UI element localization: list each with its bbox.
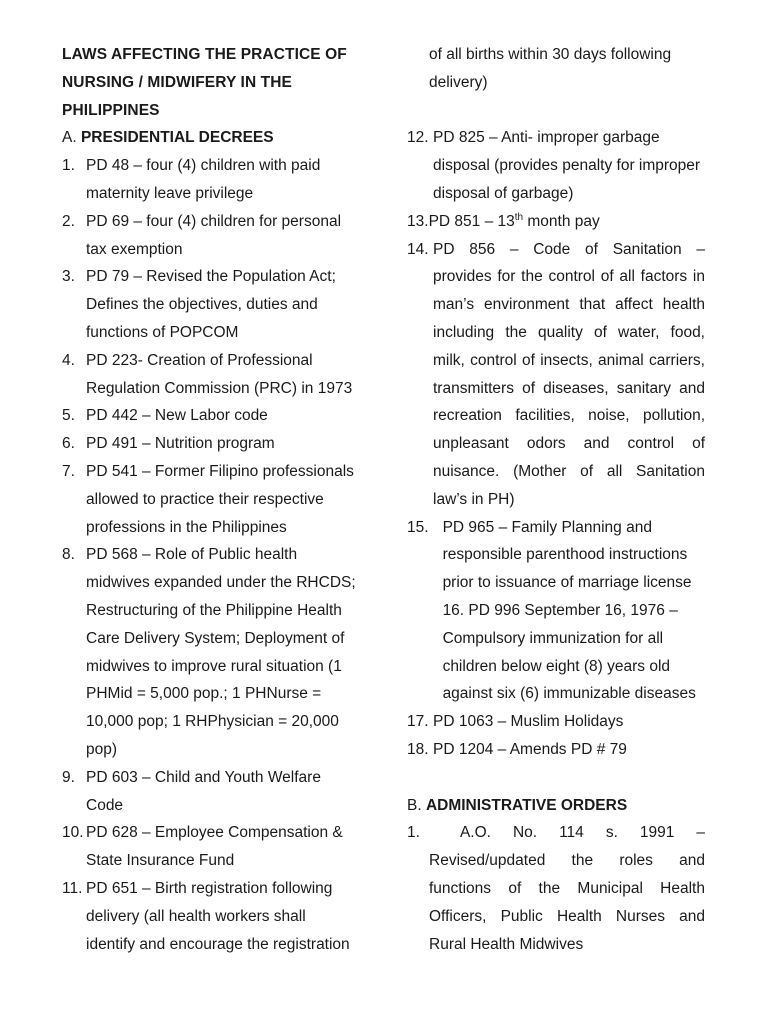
item-line: pop) xyxy=(86,740,118,758)
item-line: allowed to practice their respective xyxy=(86,490,324,508)
item-line: month pay xyxy=(523,212,600,230)
title-line: LAWS AFFECTING THE PRACTICE OF xyxy=(62,46,347,63)
item-text xyxy=(429,208,705,236)
item-line: functions of POPCOM xyxy=(86,323,239,341)
item-text xyxy=(86,541,359,763)
list-item xyxy=(407,208,705,236)
title-line: PHILIPPINES xyxy=(62,101,160,119)
item-number: 13. xyxy=(407,212,429,230)
item-number: 7. xyxy=(62,462,75,480)
list-item xyxy=(407,708,705,736)
item-text xyxy=(86,764,359,820)
item-line: PD 442 – New Labor code xyxy=(86,407,268,425)
item-line: Revised/updated the roles and xyxy=(429,852,705,870)
item-line: State Insurance Fund xyxy=(86,852,235,870)
item-text xyxy=(86,208,359,264)
item-text xyxy=(86,402,359,430)
section-label: ADMINISTRATIVE ORDERS xyxy=(425,796,628,814)
item-number: 2. xyxy=(62,212,75,230)
item-line: milk, control of insects, animal carriers, xyxy=(433,351,705,369)
item-line: disposal of garbage) xyxy=(433,184,574,202)
item-number: 5. xyxy=(62,407,75,425)
item-number: 3. xyxy=(62,268,75,286)
item-text xyxy=(86,347,359,403)
list-item xyxy=(62,402,359,430)
section-prefix: A. xyxy=(62,129,81,147)
section-a-heading xyxy=(62,124,359,152)
item-line: transmitters of diseases, sanitary and xyxy=(433,379,705,397)
item-line: PHMid = 5,000 pop.; 1 PHNurse = xyxy=(86,685,322,703)
item-number: 9. xyxy=(62,768,75,786)
item-line: PD 541 – Former Filipino professionals xyxy=(86,462,354,480)
right-column xyxy=(407,41,705,958)
item-line: midwives expanded under the RHCDS; xyxy=(86,574,356,592)
item-number: 18. xyxy=(407,740,429,758)
spacer xyxy=(407,764,705,792)
item-line: PD 856 – Code of Sanitation – xyxy=(433,240,705,258)
item-line: disposal (provides penalty for improper xyxy=(433,157,701,175)
list-item xyxy=(62,458,359,541)
item-number: 17. xyxy=(407,713,429,731)
item-text xyxy=(86,458,359,541)
item-number: 8. xyxy=(62,546,75,564)
section-b-heading xyxy=(407,792,705,820)
item-line: of all births within 30 days following xyxy=(429,46,672,63)
item-line: Compulsory immunization for all xyxy=(442,629,664,647)
item-line: unpleasant odors and control of xyxy=(433,435,705,453)
item-text xyxy=(433,124,705,207)
presidential-decree-list xyxy=(62,152,359,958)
item-line: functions of the Municipal Health xyxy=(429,879,705,897)
list-item xyxy=(407,236,705,514)
item-text xyxy=(86,152,359,208)
list-item xyxy=(62,541,359,763)
item-line: Code xyxy=(86,796,124,814)
item-line: Rural Health Midwives xyxy=(429,935,584,953)
item-line: 16. PD 996 September 16, 1976 – xyxy=(442,601,678,619)
item-line: PD 603 – Child and Youth Welfare xyxy=(86,768,321,786)
item-line: maternity leave privilege xyxy=(86,184,254,202)
item-line: PD 491 – Nutrition program xyxy=(86,435,275,453)
item-line: delivery (all health workers shall xyxy=(86,907,306,925)
left-column xyxy=(62,41,359,958)
item-number: 1. xyxy=(407,824,420,842)
item-line: PD 79 – Revised the Population Act; xyxy=(86,268,336,286)
item-line: responsible parenthood instructions xyxy=(442,546,688,564)
item-line: 10,000 pop; 1 RHPhysician = 20,000 xyxy=(86,713,339,731)
item-line: children below eight (8) years old xyxy=(442,657,671,675)
section-label: PRESIDENTIAL DECREES xyxy=(80,129,274,147)
item-line: Defines the objectives, duties and xyxy=(86,296,318,314)
item-text xyxy=(86,263,359,346)
item-number: 15. xyxy=(407,518,429,536)
item-line: identify and encourage the registration xyxy=(86,935,350,953)
item-line: PD 69 – four (4) children for personal xyxy=(86,212,342,230)
item-11-continuation xyxy=(407,41,705,97)
item-number: 4. xyxy=(62,351,75,369)
item-line: PD 965 – Family Planning and xyxy=(442,518,652,536)
page-title xyxy=(62,41,359,124)
item-text: PD 1204 – Amends PD # 79 xyxy=(433,740,627,758)
administrative-order-list xyxy=(407,819,705,958)
item-number: 12. xyxy=(407,129,429,147)
item-line: Care Delivery System; Deployment of xyxy=(86,629,345,647)
item-line: provides for the control of all factors in xyxy=(433,268,705,286)
list-item xyxy=(62,152,359,208)
item-line: PD 851 – 13 xyxy=(428,212,515,230)
item-line: law’s in PH) xyxy=(433,490,515,508)
list-item xyxy=(62,263,359,346)
item-line: PD 825 – Anti- improper garbage xyxy=(433,129,660,147)
item-line: man’s environment that affect health xyxy=(433,296,705,314)
item-line: midwives to improve rural situation (1 xyxy=(86,657,342,675)
presidential-decree-list-continued xyxy=(407,124,705,763)
item-line: recreation facilities, noise, pollution, xyxy=(433,407,705,425)
list-item xyxy=(62,875,359,958)
list-item xyxy=(407,514,705,709)
item-line: Officers, Public Health Nurses and xyxy=(429,907,705,925)
item-number: 6. xyxy=(62,435,75,453)
item-line: nuisance. (Mother of all Sanitation xyxy=(433,462,705,480)
item-text: PD 1063 – Muslim Holidays xyxy=(433,713,624,731)
item-text xyxy=(86,430,359,458)
item-line: PD 568 – Role of Public health xyxy=(86,546,298,564)
item-text: A.O. No. 114 s. 1991 – xyxy=(459,824,705,842)
item-number: 14. xyxy=(407,240,429,258)
spacer xyxy=(407,97,705,125)
item-line: Restructuring of the Philippine Health xyxy=(86,601,342,619)
item-line: PD 48 – four (4) children with paid xyxy=(86,157,321,175)
item-line: Regulation Commission (PRC) in 1973 xyxy=(86,379,353,397)
item-number: 1. xyxy=(62,157,75,175)
list-item xyxy=(62,819,359,875)
list-item xyxy=(62,208,359,264)
item-text xyxy=(429,514,705,709)
title-line: NURSING / MIDWIFERY IN THE xyxy=(62,73,292,91)
item-line: prior to issuance of marriage license xyxy=(442,574,692,592)
list-item xyxy=(62,764,359,820)
item-number: 11. xyxy=(62,879,83,897)
item-line: PD 651 – Birth registration following xyxy=(86,879,333,897)
list-item xyxy=(407,819,705,958)
section-prefix: B. xyxy=(407,796,426,814)
list-item xyxy=(407,736,705,764)
item-line: against six (6) immunizable diseases xyxy=(442,685,696,703)
item-number: 10. xyxy=(62,824,84,842)
superscript: th xyxy=(514,211,524,223)
item-line: PD 628 – Employee Compensation & xyxy=(86,824,343,842)
item-text xyxy=(86,875,359,958)
item-line: delivery) xyxy=(429,73,488,91)
item-text xyxy=(86,819,359,875)
item-line: PD 223- Creation of Professional xyxy=(86,351,313,369)
list-item xyxy=(62,430,359,458)
item-text xyxy=(433,236,705,514)
list-item xyxy=(62,347,359,403)
item-line: tax exemption xyxy=(86,240,183,258)
item-line: professions in the Philippines xyxy=(86,518,287,536)
item-line: including the quality of water, food, xyxy=(433,323,705,341)
list-item xyxy=(407,124,705,207)
item-line xyxy=(407,819,705,847)
